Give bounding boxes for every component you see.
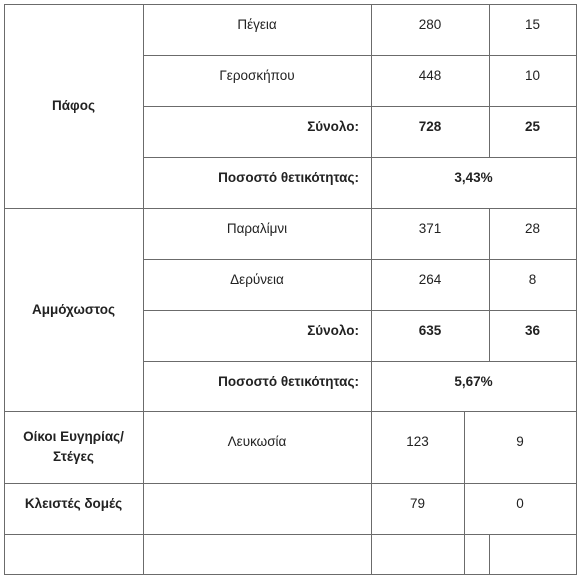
total-label: Σύνολο:	[307, 119, 359, 134]
total-tests: 635	[418, 323, 442, 338]
positivity-rate: 5,67%	[454, 374, 493, 389]
table-cell-name: Παραλίμνι	[226, 221, 288, 236]
total-positive: 36	[524, 323, 541, 338]
table-cell-positive: 0	[516, 496, 524, 511]
total-tests: 728	[418, 119, 442, 134]
table-cell-positive: 15	[524, 17, 541, 32]
positivity-rate: 3,43%	[454, 170, 493, 185]
table-cell-tests: 264	[418, 272, 442, 287]
table-cell-positive: 10	[524, 68, 541, 83]
category-closed-facilities: Κλειστές δομές	[24, 496, 123, 511]
table-cell-positive: 8	[528, 272, 537, 287]
table-cell-tests: 371	[418, 221, 442, 236]
total-label: Σύνολο:	[307, 323, 359, 338]
table-cell-tests: 123	[406, 434, 429, 449]
table-cell-tests: 280	[418, 17, 442, 32]
table-cell-name: Λευκωσία	[227, 434, 287, 449]
table-cell-positive: 28	[524, 221, 541, 236]
table-cell-name: Πέγεια	[237, 17, 277, 32]
table-cell-tests: 79	[409, 496, 426, 511]
region-ammochostos: Αμμόχωστος	[31, 301, 116, 317]
table-cell-positive: 9	[516, 434, 524, 449]
rate-label: Ποσοστό θετικότητας:	[218, 170, 359, 185]
table-cell-name: Δερύνεια	[230, 272, 284, 287]
table-cell-tests: 448	[418, 68, 442, 83]
table-cell-name	[143, 483, 371, 525]
total-positive: 25	[524, 119, 541, 134]
region-paphos: Πάφος	[52, 98, 95, 113]
rate-label: Ποσοστό θετικότητας:	[218, 374, 359, 389]
table-cell-name: Γεροσκήπου	[219, 68, 295, 83]
category-care-homes: Οίκοι Ευγηρίας/ Στέγες	[23, 429, 124, 464]
